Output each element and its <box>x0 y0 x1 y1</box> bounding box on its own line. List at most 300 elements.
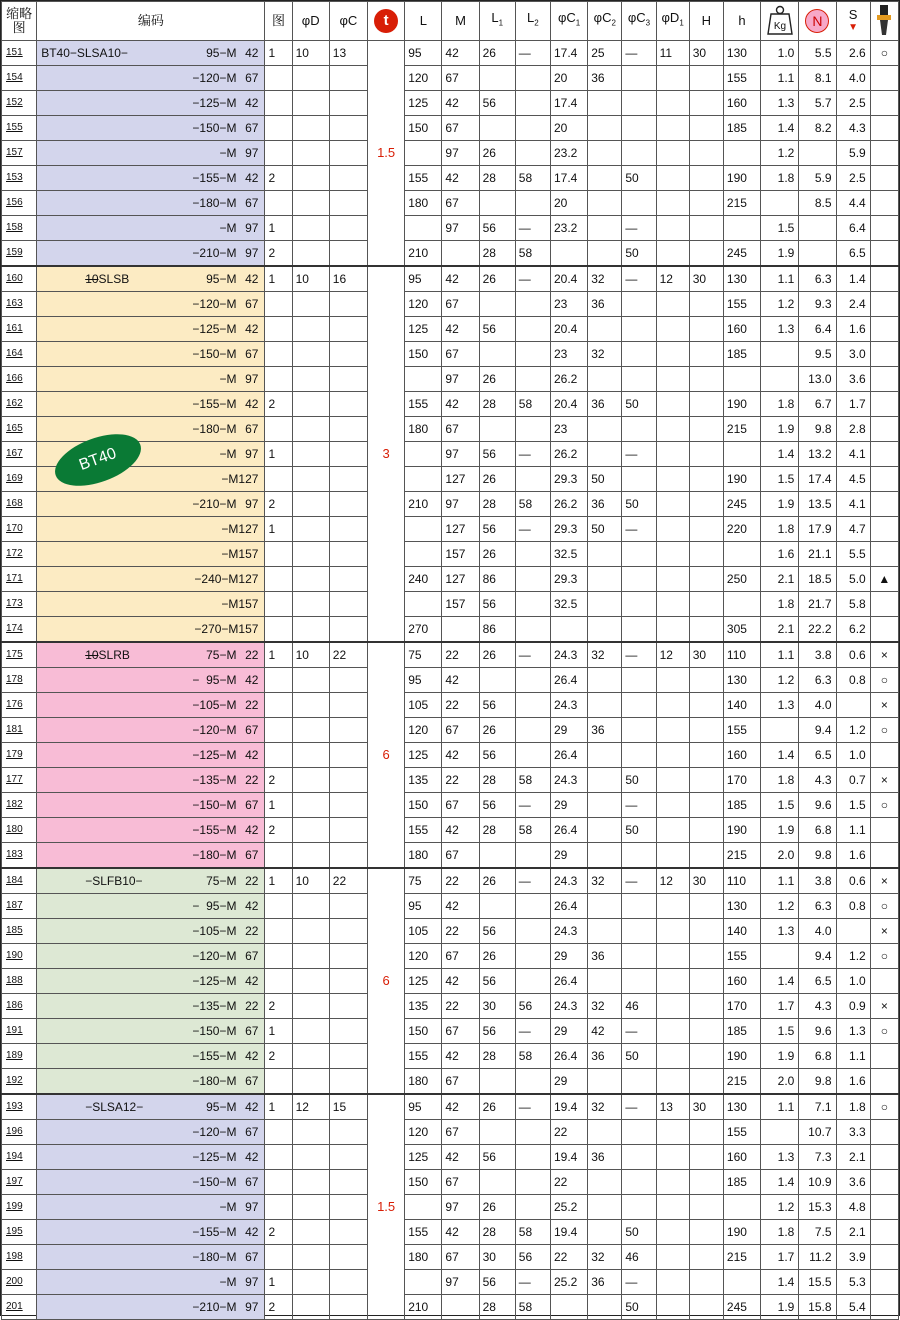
table-row <box>2 1019 899 1044</box>
value-S: 1.6 <box>836 1069 870 1095</box>
table-row <box>2 191 899 216</box>
availability-symbol <box>870 342 898 367</box>
value-kg: 1.8 <box>761 768 799 793</box>
value-kg: 1.2 <box>761 894 799 919</box>
availability-symbol <box>870 592 898 617</box>
code-suffix: 75−M <box>206 648 237 662</box>
value-N: 6.4 <box>799 317 836 342</box>
code-length: 67 <box>245 949 259 963</box>
thumb-number[interactable]: 174 <box>2 617 37 643</box>
value-M: 97 <box>442 1270 479 1295</box>
value-H <box>689 1170 723 1195</box>
value-phiD <box>292 567 329 592</box>
thumb-number[interactable]: 162 <box>2 392 37 417</box>
thumb-number[interactable]: 158 <box>2 216 37 241</box>
value-phiC2: 32 <box>588 1245 622 1270</box>
t-value: 3 <box>368 266 405 642</box>
value-phiC <box>329 1220 367 1245</box>
value-phiD <box>292 818 329 843</box>
thumb-number[interactable]: 197 <box>2 1170 37 1195</box>
value-phiD <box>292 1270 329 1295</box>
value-H <box>689 241 723 267</box>
value-M: 42 <box>442 1044 479 1069</box>
value-S: 1.5 <box>836 793 870 818</box>
value-h: 130 <box>723 668 760 693</box>
value-L: 155 <box>405 1044 442 1069</box>
value-phiC3 <box>622 342 656 367</box>
code-cell <box>37 668 265 693</box>
table-row <box>2 367 899 392</box>
availability-symbol: × <box>870 994 898 1019</box>
code-length: 67 <box>245 1125 259 1139</box>
thumb-number[interactable]: 151 <box>2 41 37 66</box>
thumb-number[interactable]: 191 <box>2 1019 37 1044</box>
value-L2 <box>515 693 550 718</box>
value-phiC <box>329 1044 367 1069</box>
thumb-number[interactable]: 178 <box>2 668 37 693</box>
value-S: 5.8 <box>836 592 870 617</box>
thumb-number[interactable]: 177 <box>2 768 37 793</box>
value-L1: 30 <box>479 1245 515 1270</box>
value-phiD <box>292 517 329 542</box>
value-L2 <box>515 617 550 643</box>
thumb-number[interactable]: 172 <box>2 542 37 567</box>
code-cell <box>37 292 265 317</box>
value-h: 220 <box>723 517 760 542</box>
thumb-number[interactable]: 160 <box>2 266 37 292</box>
code-length: 67 <box>245 196 259 210</box>
value-kg: 1.8 <box>761 592 799 617</box>
code-cell <box>37 1170 265 1195</box>
value-N: 9.6 <box>799 793 836 818</box>
value-h: 155 <box>723 1120 760 1145</box>
code-suffix: −150−M <box>192 1175 237 1189</box>
value-L1: 56 <box>479 317 515 342</box>
value-L: 105 <box>405 919 442 944</box>
value-kg <box>761 367 799 392</box>
t-value: 1.5 <box>368 1094 405 1320</box>
value-phiC2 <box>588 1195 622 1220</box>
availability-symbol: × <box>870 693 898 718</box>
value-L2: — <box>515 1270 550 1295</box>
code-cell <box>37 1220 265 1245</box>
value-H <box>689 66 723 91</box>
value-kg: 1.6 <box>761 542 799 567</box>
table-row <box>2 1094 899 1120</box>
value-S: 4.8 <box>836 1195 870 1220</box>
value-fig: 2 <box>265 1220 292 1245</box>
value-phiD: 10 <box>292 266 329 292</box>
value-S: 3.9 <box>836 1245 870 1270</box>
code-length: 42 <box>245 1225 259 1239</box>
value-phiD1 <box>656 66 689 91</box>
thumb-number[interactable]: 167 <box>2 442 37 467</box>
value-M: 97 <box>442 141 479 166</box>
value-H <box>689 1069 723 1095</box>
value-L1: 56 <box>479 442 515 467</box>
value-M: 42 <box>442 1145 479 1170</box>
value-L1: 26 <box>479 467 515 492</box>
value-N: 9.4 <box>799 944 836 969</box>
value-kg: 1.5 <box>761 467 799 492</box>
value-L: 135 <box>405 994 442 1019</box>
value-L: 155 <box>405 818 442 843</box>
value-H <box>689 317 723 342</box>
thumb-number[interactable]: 154 <box>2 66 37 91</box>
thumb-number[interactable]: 188 <box>2 969 37 994</box>
value-kg <box>761 718 799 743</box>
value-fig: 1 <box>265 1270 292 1295</box>
value-phiC <box>329 894 367 919</box>
value-phiC2 <box>588 166 622 191</box>
value-L1: 28 <box>479 818 515 843</box>
value-phiC2 <box>588 1220 622 1245</box>
availability-symbol <box>870 1170 898 1195</box>
value-phiD <box>292 292 329 317</box>
thumb-number[interactable]: 171 <box>2 567 37 592</box>
value-H <box>689 718 723 743</box>
thumb-number[interactable]: 190 <box>2 944 37 969</box>
code-cell <box>37 567 265 592</box>
table-row <box>2 718 899 743</box>
value-M <box>442 617 479 643</box>
value-phiD1: 12 <box>656 266 689 292</box>
value-phiD1 <box>656 1145 689 1170</box>
value-phiD <box>292 592 329 617</box>
value-phiC <box>329 843 367 869</box>
code-cell <box>37 367 265 392</box>
value-N: 9.8 <box>799 417 836 442</box>
value-phiC2 <box>588 91 622 116</box>
value-phiC1: 22 <box>550 1120 587 1145</box>
code-suffix: −105−M <box>192 698 237 712</box>
value-S: 4.1 <box>836 492 870 517</box>
value-N: 9.6 <box>799 1019 836 1044</box>
value-phiC3 <box>622 317 656 342</box>
value-h <box>723 592 760 617</box>
value-N: 7.1 <box>799 1094 836 1120</box>
value-H <box>689 1145 723 1170</box>
value-kg: 1.2 <box>761 668 799 693</box>
value-phiD1 <box>656 567 689 592</box>
value-phiC3: 50 <box>622 392 656 417</box>
table-row <box>2 1145 899 1170</box>
value-phiC1: 25.2 <box>550 1270 587 1295</box>
value-kg: 1.7 <box>761 1245 799 1270</box>
value-N: 9.8 <box>799 843 836 869</box>
value-L1: 26 <box>479 141 515 166</box>
value-phiD1 <box>656 1069 689 1095</box>
thumb-number[interactable]: 183 <box>2 843 37 869</box>
value-H <box>689 894 723 919</box>
thumb-number[interactable]: 192 <box>2 1069 37 1095</box>
s-icon: S ▼ <box>848 7 859 33</box>
thumb-number[interactable]: 166 <box>2 367 37 392</box>
value-phiD1 <box>656 216 689 241</box>
code-cell <box>37 1120 265 1145</box>
value-L <box>405 517 442 542</box>
value-L1: 28 <box>479 492 515 517</box>
value-L2: — <box>515 1019 550 1044</box>
thumb-number[interactable]: 156 <box>2 191 37 216</box>
thumb-number[interactable]: 180 <box>2 818 37 843</box>
value-H <box>689 617 723 643</box>
thumb-number[interactable]: 176 <box>2 693 37 718</box>
value-L1 <box>479 1120 515 1145</box>
header-tool <box>870 2 898 41</box>
value-L1: 56 <box>479 693 515 718</box>
value-phiC <box>329 191 367 216</box>
thumb-number[interactable]: 199 <box>2 1195 37 1220</box>
value-L1 <box>479 116 515 141</box>
value-phiD1 <box>656 994 689 1019</box>
value-H <box>689 141 723 166</box>
value-L2: — <box>515 41 550 66</box>
thumb-number[interactable]: 193 <box>2 1094 37 1120</box>
value-phiC2 <box>588 693 622 718</box>
value-L2 <box>515 91 550 116</box>
value-phiD <box>292 1019 329 1044</box>
thumb-number[interactable]: 185 <box>2 919 37 944</box>
value-N: 3.8 <box>799 868 836 894</box>
value-N: 9.4 <box>799 718 836 743</box>
value-N: 21.7 <box>799 592 836 617</box>
code-suffix: −210−M <box>192 1300 237 1314</box>
availability-symbol: ○ <box>870 793 898 818</box>
svg-text:Kg: Kg <box>773 20 786 32</box>
value-kg: 1.5 <box>761 216 799 241</box>
value-L2 <box>515 66 550 91</box>
value-phiC2 <box>588 1069 622 1095</box>
code-suffix: − 95−M <box>192 899 237 913</box>
code-length: 97 <box>245 1300 259 1314</box>
code-suffix: −M157 <box>221 547 259 561</box>
value-fig <box>265 969 292 994</box>
availability-symbol <box>870 517 898 542</box>
value-phiC <box>329 492 367 517</box>
availability-symbol <box>870 392 898 417</box>
thumb-number[interactable]: 175 <box>2 642 37 668</box>
thumb-number[interactable]: 196 <box>2 1120 37 1145</box>
thumb-number[interactable]: 182 <box>2 793 37 818</box>
value-phiC <box>329 1120 367 1145</box>
value-S <box>836 919 870 944</box>
value-H <box>689 542 723 567</box>
value-phiC3 <box>622 417 656 442</box>
thumb-number[interactable]: 186 <box>2 994 37 1019</box>
value-phiC1: 20.4 <box>550 266 587 292</box>
thumb-number[interactable]: 161 <box>2 317 37 342</box>
value-N <box>799 141 836 166</box>
value-N: 8.5 <box>799 191 836 216</box>
value-phiC1: 22 <box>550 1170 587 1195</box>
value-L: 155 <box>405 166 442 191</box>
value-h: 190 <box>723 1044 760 1069</box>
thumb-number[interactable]: 168 <box>2 492 37 517</box>
table-row <box>2 41 899 66</box>
value-h <box>723 442 760 467</box>
value-kg: 1.3 <box>761 91 799 116</box>
value-L2 <box>515 141 550 166</box>
value-phiD <box>292 1044 329 1069</box>
thumb-number[interactable]: 163 <box>2 292 37 317</box>
code-length: 42 <box>245 96 259 110</box>
value-S: 0.8 <box>836 894 870 919</box>
thumb-number[interactable]: 194 <box>2 1145 37 1170</box>
table-row <box>2 642 899 668</box>
thumb-number[interactable]: 159 <box>2 241 37 267</box>
value-L <box>405 1270 442 1295</box>
value-phiC2: 32 <box>588 642 622 668</box>
thumb-number[interactable]: 165 <box>2 417 37 442</box>
value-H: 30 <box>689 41 723 66</box>
value-phiC <box>329 994 367 1019</box>
value-phiC2 <box>588 793 622 818</box>
value-H <box>689 342 723 367</box>
value-phiC <box>329 617 367 643</box>
value-L1: 26 <box>479 41 515 66</box>
value-phiC3 <box>622 919 656 944</box>
value-N: 6.3 <box>799 266 836 292</box>
value-phiD <box>292 718 329 743</box>
thumb-number[interactable]: 179 <box>2 743 37 768</box>
thumb-number[interactable]: 200 <box>2 1270 37 1295</box>
thumb-number[interactable]: 184 <box>2 868 37 894</box>
value-phiC3: — <box>622 517 656 542</box>
value-N: 9.3 <box>799 292 836 317</box>
value-fig <box>265 718 292 743</box>
value-phiD1 <box>656 1245 689 1270</box>
availability-symbol <box>870 91 898 116</box>
value-phiD1 <box>656 592 689 617</box>
value-phiC3: — <box>622 41 656 66</box>
availability-symbol: ▲ <box>870 567 898 592</box>
value-phiD1 <box>656 1195 689 1220</box>
availability-symbol: ○ <box>870 41 898 66</box>
value-fig <box>265 1145 292 1170</box>
weight-icon <box>767 5 793 35</box>
value-L2 <box>515 668 550 693</box>
t-value: 1.5 <box>368 41 405 267</box>
thumb-number[interactable]: 157 <box>2 141 37 166</box>
value-L1: 56 <box>479 1270 515 1295</box>
value-H <box>689 367 723 392</box>
code-suffix: −M <box>219 1200 237 1214</box>
value-h: 245 <box>723 1295 760 1320</box>
value-h: 305 <box>723 617 760 643</box>
value-phiC2 <box>588 542 622 567</box>
value-phiC1: 17.4 <box>550 166 587 191</box>
t-value: 6 <box>368 868 405 1094</box>
thumb-number[interactable]: 181 <box>2 718 37 743</box>
code-length: 67 <box>245 798 259 812</box>
thumb-number[interactable]: 153 <box>2 166 37 191</box>
thumb-number[interactable]: 152 <box>2 91 37 116</box>
value-S: 1.8 <box>836 1094 870 1120</box>
value-phiD <box>292 542 329 567</box>
value-phiC2 <box>588 768 622 793</box>
value-H <box>689 1195 723 1220</box>
value-N: 5.7 <box>799 91 836 116</box>
value-M: 22 <box>442 919 479 944</box>
value-kg: 1.9 <box>761 1295 799 1320</box>
code-cell <box>37 1195 265 1220</box>
thumb-number[interactable]: 189 <box>2 1044 37 1069</box>
value-phiC1: 17.4 <box>550 91 587 116</box>
value-L2 <box>515 317 550 342</box>
value-H: 30 <box>689 868 723 894</box>
value-H <box>689 1220 723 1245</box>
code-length: 97 <box>245 497 259 511</box>
code-suffix: −240−M127 <box>194 572 259 586</box>
value-H: 30 <box>689 642 723 668</box>
thumb-number[interactable]: 187 <box>2 894 37 919</box>
value-L2: 58 <box>515 1044 550 1069</box>
value-phiD <box>292 1220 329 1245</box>
thumb-number[interactable]: 173 <box>2 592 37 617</box>
value-kg: 1.8 <box>761 166 799 191</box>
value-h: 140 <box>723 693 760 718</box>
value-S: 0.8 <box>836 668 870 693</box>
value-phiD: 12 <box>292 1094 329 1120</box>
thumb-number[interactable]: 155 <box>2 116 37 141</box>
value-phiD1 <box>656 467 689 492</box>
value-kg: 1.3 <box>761 1145 799 1170</box>
table-row <box>2 542 899 567</box>
value-h: 110 <box>723 868 760 894</box>
thumb-number[interactable]: 169 <box>2 467 37 492</box>
value-M: 127 <box>442 517 479 542</box>
code-suffix: −155−M <box>192 1049 237 1063</box>
table-row <box>2 868 899 894</box>
value-L <box>405 141 442 166</box>
value-H: 30 <box>689 266 723 292</box>
value-M: 67 <box>442 843 479 869</box>
value-fig <box>265 567 292 592</box>
thumb-number[interactable]: 164 <box>2 342 37 367</box>
value-N: 6.5 <box>799 743 836 768</box>
thumb-number[interactable]: 195 <box>2 1220 37 1245</box>
value-phiC3: — <box>622 793 656 818</box>
header-phiC1: $\varphi C_1$ <box>550 2 587 41</box>
value-L: 180 <box>405 417 442 442</box>
value-N: 5.5 <box>799 41 836 66</box>
value-phiD <box>292 91 329 116</box>
thumb-number[interactable]: 170 <box>2 517 37 542</box>
value-L1: 26 <box>479 944 515 969</box>
table-row <box>2 919 899 944</box>
value-phiD <box>292 317 329 342</box>
value-phiD1 <box>656 843 689 869</box>
table-row <box>2 467 899 492</box>
thumb-number[interactable]: 198 <box>2 1245 37 1270</box>
value-phiC1: 20 <box>550 116 587 141</box>
value-L: 210 <box>405 241 442 267</box>
value-phiC3: 46 <box>622 1245 656 1270</box>
value-H <box>689 1019 723 1044</box>
code-suffix: −125−M <box>192 748 237 762</box>
value-phiD1 <box>656 116 689 141</box>
value-phiC2: 32 <box>588 1094 622 1120</box>
value-phiC <box>329 141 367 166</box>
value-phiD1 <box>656 1220 689 1245</box>
value-L: 125 <box>405 91 442 116</box>
value-H <box>689 768 723 793</box>
value-phiD1 <box>656 768 689 793</box>
value-h: 130 <box>723 266 760 292</box>
thumb-number[interactable]: 201 <box>2 1295 37 1320</box>
table-row <box>2 91 899 116</box>
